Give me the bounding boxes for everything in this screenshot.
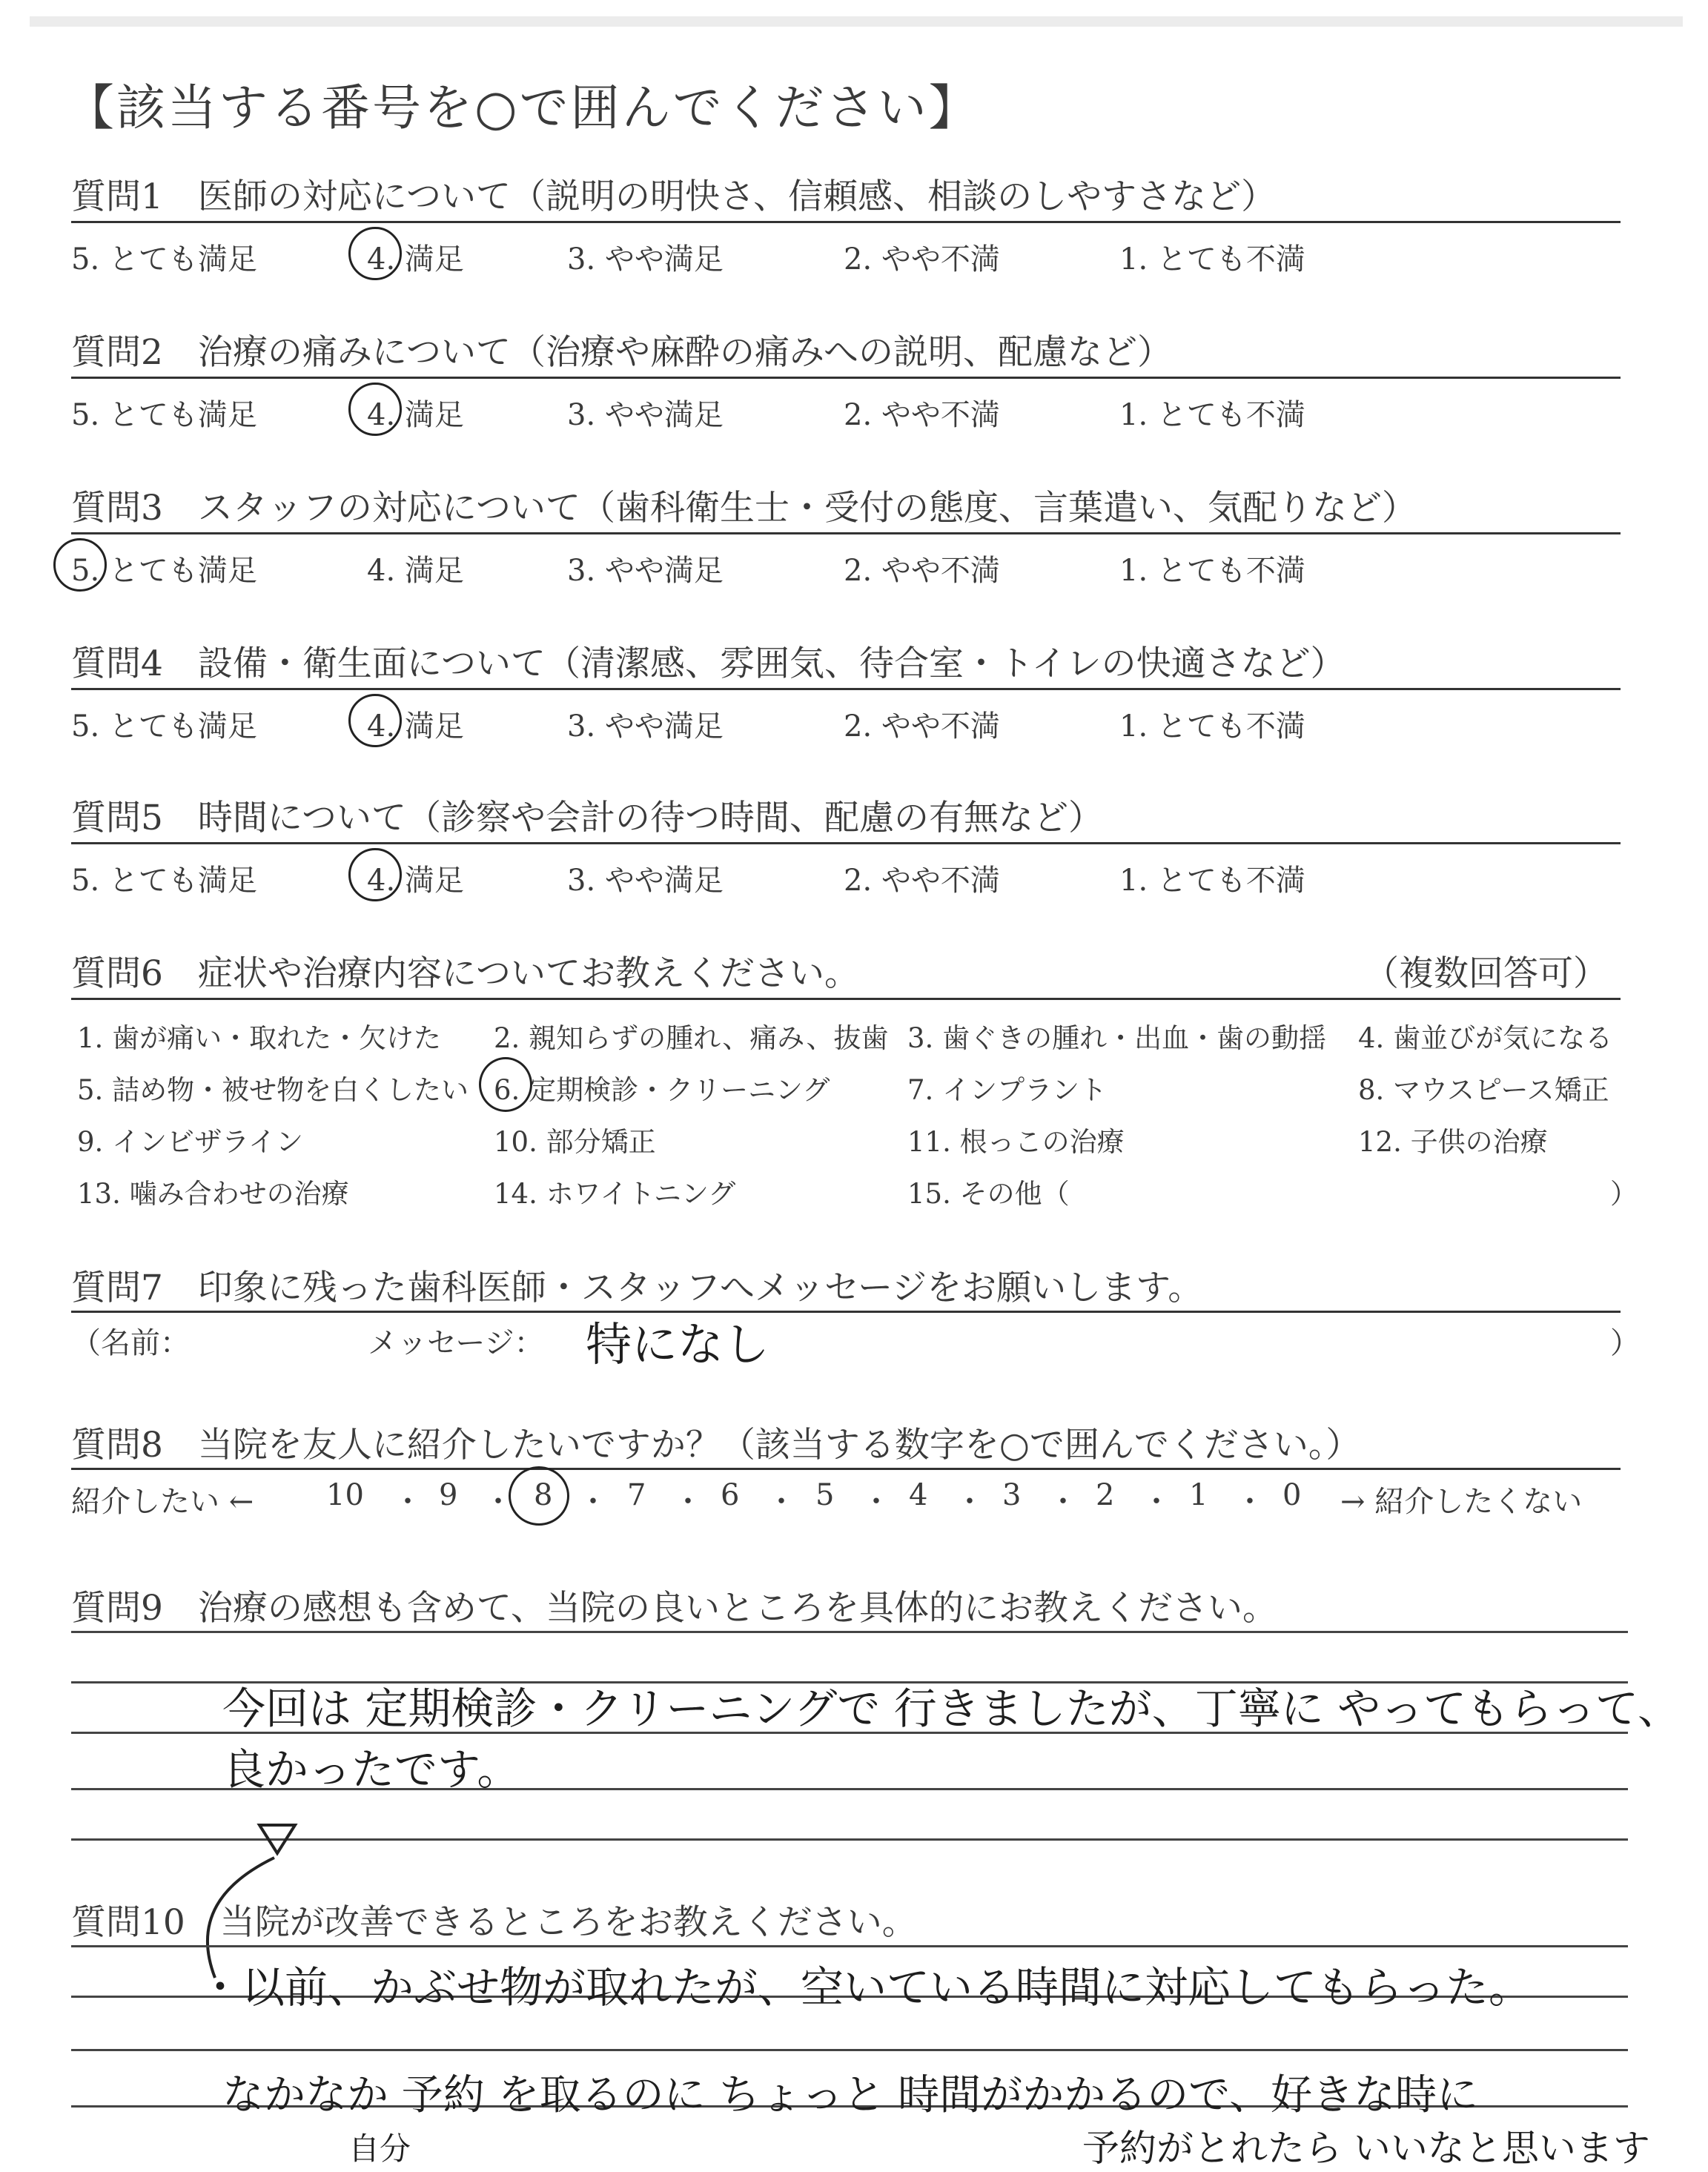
q8-dot: ・	[1235, 1485, 1265, 1519]
q6-title: 質問6 症状や治療内容についてお教えください。	[71, 953, 859, 994]
q8-selected-circle	[509, 1466, 569, 1526]
q6-option-4[interactable]: 4. 歯並びが気になる	[1358, 1022, 1613, 1054]
q10-line	[71, 2049, 1628, 2051]
q8-num-9[interactable]: 9	[439, 1478, 458, 1512]
q4-option-1[interactable]: 1. とても不満	[1119, 709, 1305, 744]
q2-option-2[interactable]: 2. やや不満	[844, 398, 1000, 432]
q6-other-close: ）	[1610, 1178, 1638, 1210]
q2-option-1[interactable]: 1. とても不満	[1119, 398, 1305, 432]
q5-option-1[interactable]: 1. とても不満	[1119, 864, 1305, 898]
q3-rule	[71, 532, 1621, 534]
q8-num-3[interactable]: 3	[1002, 1478, 1022, 1512]
q9-answer-line2[interactable]: 良かったです。	[222, 1744, 520, 1795]
q8-num-10[interactable]: 10	[326, 1478, 364, 1512]
q3-option-2[interactable]: 2. やや不満	[844, 554, 1000, 588]
q4-option-5[interactable]: 5. とても満足	[71, 709, 257, 744]
q2-option-5[interactable]: 5. とても満足	[71, 398, 257, 432]
q6-option-2[interactable]: 2. 親知らずの腫れ、痛み、抜歯	[494, 1022, 889, 1054]
q4-rule	[71, 688, 1621, 690]
q3-title: 質問3 スタッフの対応について（歯科衛生士・受付の態度、言葉遣い、気配りなど）	[71, 488, 1417, 529]
q2-title: 質問2 治療の痛みについて（治療や麻酔の痛みへの説明、配慮など）	[71, 332, 1173, 373]
q9-title: 質問9 治療の感想も含めて、当院の良いところを具体的にお教えください。	[71, 1588, 1277, 1629]
q8-right-label: → 紹介したくない	[1340, 1485, 1583, 1519]
q4-option-2[interactable]: 2. やや不満	[844, 709, 1000, 744]
q1-option-1[interactable]: 1. とても不満	[1119, 242, 1305, 277]
q5-title: 質問5 時間について（診察や会計の待つ時間、配慮の有無など）	[71, 798, 1103, 838]
q7-close-paren: ）	[1610, 1326, 1640, 1360]
q8-dot: ・	[767, 1485, 796, 1519]
q8-num-4[interactable]: 4	[909, 1478, 928, 1512]
q10-title: 質問10 当院が改善できるところをお教えください。	[71, 1902, 917, 1943]
q6-option-5[interactable]: 5. 詰め物・被せ物を白くしたい	[77, 1074, 469, 1106]
q9-line	[71, 1631, 1628, 1633]
q10-answer-line1[interactable]: ・以前、かぶせ物が取れたが、空いている時間に対応してもらった。	[199, 1962, 1532, 2013]
q6-option-6[interactable]: 6. 定期検診・クリーニング	[494, 1074, 830, 1106]
q8-rule	[71, 1468, 1621, 1470]
q6-option-10[interactable]: 10. 部分矯正	[494, 1126, 656, 1158]
q8-dot: ・	[393, 1485, 423, 1519]
q8-dot: ・	[955, 1485, 984, 1519]
q5-option-2[interactable]: 2. やや不満	[844, 864, 1000, 898]
q2-selected-circle	[348, 383, 402, 436]
q8-num-8[interactable]: 8	[534, 1478, 553, 1512]
q9-answer-line1[interactable]: 今回は 定期検診・クリーニングで 行きましたが、丁寧に やってもらって、	[222, 1683, 1681, 1734]
q6-option-11[interactable]: 11. 根っこの治療	[907, 1126, 1125, 1158]
q1-title: 質問1 医師の対応について（説明の明快さ、信頼感、相談のしやすさなど）	[71, 176, 1277, 217]
q6-option-8[interactable]: 8. マウスピース矯正	[1358, 1074, 1609, 1106]
q6-rule	[71, 998, 1621, 1000]
q5-rule	[71, 842, 1621, 844]
q5-option-3[interactable]: 3. やや満足	[567, 864, 724, 898]
q4-option-4[interactable]: 4. 満足	[367, 709, 464, 744]
q8-num-7[interactable]: 7	[627, 1478, 646, 1512]
q8-title: 質問8 当院を友人に紹介したいですか？（該当する数字を○で囲んでください。）	[71, 1425, 1361, 1466]
q1-rule	[71, 221, 1621, 223]
q6-note: （複数回答可）	[1364, 953, 1608, 994]
page-title: 【該当する番号を○で囲んでください】	[65, 79, 980, 136]
q6-option-15[interactable]: 15. その他（	[907, 1178, 1070, 1210]
q4-selected-circle	[348, 694, 402, 747]
q6-option-13[interactable]: 13. 噛み合わせの治療	[77, 1178, 349, 1210]
q2-rule	[71, 377, 1621, 379]
q7-rule	[71, 1311, 1621, 1313]
q8-num-5[interactable]: 5	[815, 1478, 835, 1512]
q3-option-5[interactable]: 5. とても満足	[71, 554, 257, 588]
q5-option-5[interactable]: 5. とても満足	[71, 864, 257, 898]
q8-num-1[interactable]: 1	[1189, 1478, 1208, 1512]
q6-option-7[interactable]: 7. インプラント	[907, 1074, 1108, 1106]
q1-option-5[interactable]: 5. とても満足	[71, 242, 257, 277]
q1-option-4[interactable]: 4. 満足	[367, 242, 464, 277]
q8-num-0[interactable]: 0	[1282, 1478, 1302, 1512]
q10-answer-line2[interactable]: なかなか 予約 を取るのに ちょっと 時間がかかるので、好きな時に	[222, 2071, 1479, 2119]
q2-option-4[interactable]: 4. 満足	[367, 398, 464, 432]
q8-dot: ・	[578, 1485, 608, 1519]
q10-answer-line3[interactable]: 予約がとれたら いいなと思います	[1082, 2127, 1650, 2170]
q6-option-3[interactable]: 3. 歯ぐきの腫れ・出血・歯の動揺	[907, 1022, 1327, 1054]
q8-dot: ・	[1048, 1485, 1078, 1519]
q8-left-label: 紹介したい ←	[71, 1485, 254, 1519]
q3-selected-circle	[53, 538, 107, 592]
q6-option-9[interactable]: 9. インビザライン	[77, 1126, 303, 1158]
q6-option-14[interactable]: 14. ホワイトニング	[494, 1178, 736, 1210]
q10-line	[71, 1945, 1628, 1947]
q1-option-2[interactable]: 2. やや不満	[844, 242, 1000, 277]
q6-option-1[interactable]: 1. 歯が痛い・取れた・欠けた	[77, 1022, 442, 1054]
scan-edge	[30, 16, 1683, 27]
q7-name-label: （名前：	[71, 1326, 190, 1360]
q8-dot: ・	[1142, 1485, 1171, 1519]
q8-dot: ・	[673, 1485, 703, 1519]
q7-message-handwritten[interactable]: 特になし	[586, 1317, 770, 1371]
q5-option-4[interactable]: 4. 満足	[367, 864, 464, 898]
q7-message-label: メッセージ：	[368, 1326, 544, 1360]
q4-option-3[interactable]: 3. やや満足	[567, 709, 724, 744]
q3-option-1[interactable]: 1. とても不満	[1119, 554, 1305, 588]
q6-selected-circle	[479, 1057, 532, 1112]
q1-option-3[interactable]: 3. やや満足	[567, 242, 724, 277]
q1-selected-circle	[348, 227, 402, 280]
q8-num-2[interactable]: 2	[1096, 1478, 1115, 1512]
q8-dot: ・	[483, 1485, 513, 1519]
q7-title: 質問7 印象に残った歯科医師・スタッフへメッセージをお願いします。	[71, 1268, 1203, 1308]
q3-option-3[interactable]: 3. やや満足	[567, 554, 724, 588]
q8-num-6[interactable]: 6	[721, 1478, 740, 1512]
q2-option-3[interactable]: 3. やや満足	[567, 398, 724, 432]
q4-title: 質問4 設備・衛生面について（清潔感、雰囲気、待合室・トイレの快適さなど）	[71, 643, 1345, 684]
q5-selected-circle	[348, 848, 402, 901]
q3-option-4[interactable]: 4. 満足	[367, 554, 464, 588]
q10-answer-note[interactable]: 自分	[348, 2130, 411, 2167]
q8-dot: ・	[861, 1485, 891, 1519]
q6-option-12[interactable]: 12. 子供の治療	[1358, 1126, 1548, 1158]
